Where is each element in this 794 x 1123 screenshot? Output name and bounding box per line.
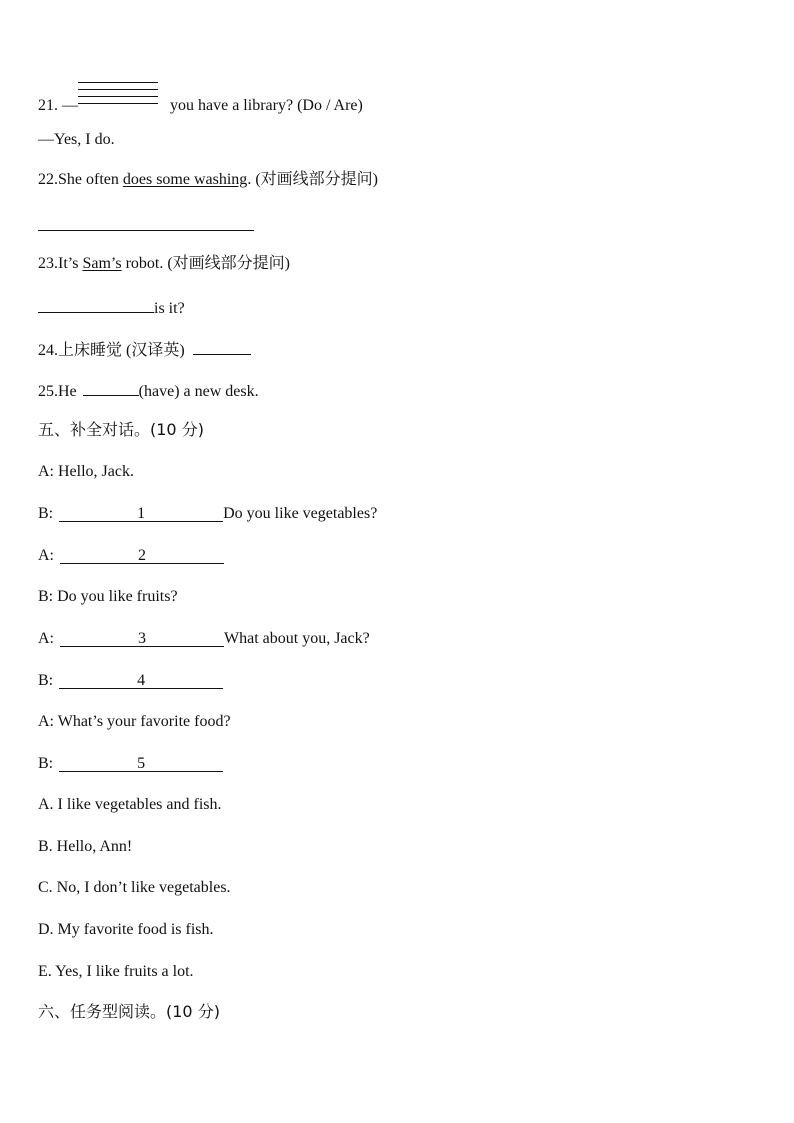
question-suffix: robot. (对画线部分提问) <box>121 255 291 272</box>
speaker-label: A: <box>38 630 54 647</box>
question-suffix: . (对画线部分提问) <box>247 171 378 188</box>
question-prefix: 23.It’s <box>38 255 83 272</box>
option-item: A. I like vegetables and fish. <box>38 796 222 813</box>
question-number: 21. <box>38 97 58 114</box>
dialogue-line <box>38 587 178 607</box>
blank-number: 1 <box>137 505 146 522</box>
speaker-label: B: <box>38 505 54 522</box>
speaker-label: B: <box>38 755 54 772</box>
option-item: C. No, I don’t like vegetables. <box>38 879 231 896</box>
answer-blank[interactable] <box>193 338 251 355</box>
dash: — <box>62 97 78 114</box>
dialogue-line <box>38 754 223 774</box>
q22-answer-line[interactable] <box>38 230 254 231</box>
speaker-label: A: <box>38 547 54 564</box>
blank-number: 3 <box>138 630 146 647</box>
dialogue-blank-5[interactable] <box>59 754 223 772</box>
dialogue-text: Hello, Jack. <box>58 463 134 480</box>
question-prefix: 25.He <box>38 383 81 400</box>
underlined-phrase: Sam’s <box>82 255 122 272</box>
section-6-heading: 六、任务型阅读。(10 分) <box>38 1002 220 1021</box>
underlined-phrase: does some washing <box>122 171 248 188</box>
dialogue-text: What’s your favorite food? <box>57 713 231 730</box>
dialogue-text: Do you like vegetables? <box>223 505 378 522</box>
answer-suffix: is it? <box>154 300 185 317</box>
hint-text: (Do / Are) <box>297 97 363 114</box>
option-item: B. Hello, Ann! <box>38 838 133 855</box>
question-25 <box>38 379 259 402</box>
dialogue-line <box>38 546 224 566</box>
dialogue-line <box>38 671 223 691</box>
dialogue-line <box>38 462 134 482</box>
dialogue-blank-2[interactable] <box>60 546 224 564</box>
speaker-label: B: <box>38 672 54 689</box>
speaker-label: B: <box>38 588 54 605</box>
blank-number: 2 <box>138 547 146 564</box>
dialogue-text: What about you, Jack? <box>224 630 370 647</box>
dialogue-text: Do you like fruits? <box>57 588 178 605</box>
section-5-heading: 五、补全对话。(10 分) <box>38 420 204 439</box>
question-suffix: (have) a new desk. <box>138 383 259 400</box>
blank-number: 5 <box>137 755 146 772</box>
dialogue-line <box>38 504 377 524</box>
dialogue-blank-3[interactable] <box>60 629 224 647</box>
q21-reply: —Yes, I do. <box>38 131 115 148</box>
speaker-label: A: <box>38 463 54 480</box>
question-23 <box>38 254 290 274</box>
speaker-label: A: <box>38 713 54 730</box>
answer-blank-lines[interactable] <box>78 92 158 112</box>
question-text: 24.上床睡觉 (汉译英) <box>38 342 185 359</box>
blank-number: 4 <box>137 672 146 689</box>
question-24 <box>38 338 251 361</box>
option-item: E. Yes, I like fruits a lot. <box>38 963 194 980</box>
question-22 <box>38 170 378 190</box>
answer-blank[interactable] <box>38 296 154 313</box>
question-prefix: 22.She often <box>38 171 123 188</box>
option-item: D. My favorite food is fish. <box>38 921 214 938</box>
question-text: you have a library? <box>170 97 294 114</box>
dialogue-line <box>38 712 231 732</box>
dialogue-line <box>38 629 370 649</box>
dialogue-blank-4[interactable] <box>59 671 223 689</box>
answer-blank[interactable] <box>83 379 139 396</box>
question-21 <box>38 92 363 116</box>
q23-answer <box>38 296 185 319</box>
dialogue-blank-1[interactable] <box>59 504 223 522</box>
